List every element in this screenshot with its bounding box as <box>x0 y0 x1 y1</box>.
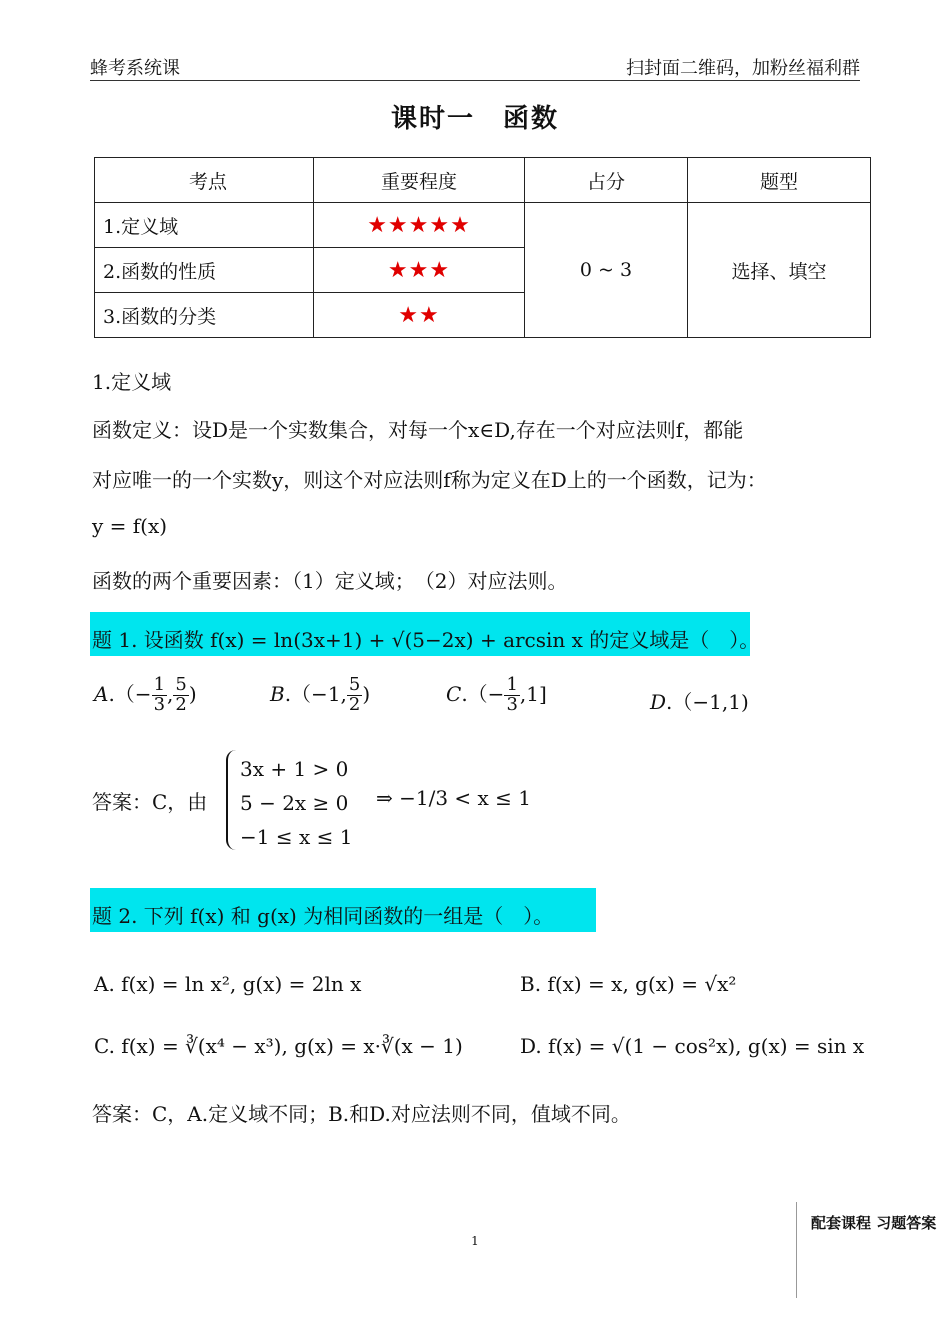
factors-line: 函数的两个重要因素：（1）定义域； （2）对应法则。 <box>92 569 568 593</box>
q1-option-d: D.（−1,1) <box>650 690 749 714</box>
q1-result: ⇒ −1/3 < x ≤ 1 <box>376 786 532 810</box>
star-rating: ★★★★★ <box>367 212 471 238</box>
q1-option-a: A.（− $\frac{1}{3}$ , $\frac{5}{2}$ ) <box>94 674 197 715</box>
table-header: 重要程度 <box>314 158 525 203</box>
score-cell: 0 ~ 3 <box>525 203 688 338</box>
page-title: 课时一 函数 <box>390 104 559 134</box>
header-right: 扫封面二维码，加粉丝福利群 <box>626 58 860 79</box>
header-left: 蜂考系统课 <box>90 58 180 79</box>
importance-cell <box>314 203 525 248</box>
q1-answer-label: 答案：C，由 <box>92 790 208 814</box>
star-rating: ★★ <box>398 302 440 328</box>
inequality-row: 3x + 1 > 0 <box>240 757 349 781</box>
q1-option-c: C.（− $\frac{1}{3}$ ,1] <box>446 674 547 715</box>
inequality-row: 5 − 2x ≥ 0 <box>240 791 349 815</box>
definition-line-1: 函数定义：设D是一个实数集合，对每一个x∈D,存在一个对应法则f，都能 <box>92 418 744 442</box>
type-cell: 选择、填空 <box>688 203 871 338</box>
inequality-system <box>240 752 352 854</box>
table-header: 题型 <box>688 158 871 203</box>
topic-cell: 3.函数的分类 <box>95 293 314 338</box>
table-header: 占分 <box>525 158 688 203</box>
question-1-stem: 题 1. 设函数 f(x) = ln(3x+1) + √(5−2x) + arcsin x 的定义域是（ ）。 <box>92 628 760 652</box>
course-corner-label: 配套课程 习题答案 <box>811 1214 937 1232</box>
question-2-stem: 题 2. 下列 f(x) 和 g(x) 为相同函数的一组是（ ）。 <box>92 904 554 928</box>
definition-line-2: 对应唯一的一个实数y，则这个对应法则f称为定义在D上的一个函数，记为： <box>92 468 767 492</box>
q1-option-b: B.（−1, $\frac{5}{2}$ ) <box>270 674 371 715</box>
topic-cell: 1.定义域 <box>95 203 314 248</box>
page-number: 1 <box>471 1234 479 1248</box>
brace-icon <box>226 750 240 850</box>
q2-option-c: C. f(x) = ∛(x⁴ − x³), g(x) = x·∛(x − 1) <box>94 1034 463 1058</box>
inequality-row: −1 ≤ x ≤ 1 <box>240 825 353 849</box>
definition-line-3: y = f(x) <box>92 514 168 538</box>
table-header: 考点 <box>95 158 314 203</box>
page-header <box>90 54 860 81</box>
star-rating: ★★★ <box>387 257 451 283</box>
course-corner[interactable] <box>796 1202 950 1298</box>
importance-cell <box>314 248 525 293</box>
q2-option-d: D. f(x) = √(1 − cos²x), g(x) = sin x <box>520 1034 865 1058</box>
q2-option-a: A. f(x) = ln x², g(x) = 2ln x <box>94 972 362 996</box>
topic-table <box>94 157 871 338</box>
q2-option-b: B. f(x) = x, g(x) = √x² <box>520 972 737 996</box>
importance-cell <box>314 293 525 338</box>
topic-cell: 2.函数的性质 <box>95 248 314 293</box>
section-heading: 1.定义域 <box>92 370 172 394</box>
q2-answer: 答案：C，A.定义域不同；B.和D.对应法则不同，值域不同。 <box>92 1102 631 1126</box>
